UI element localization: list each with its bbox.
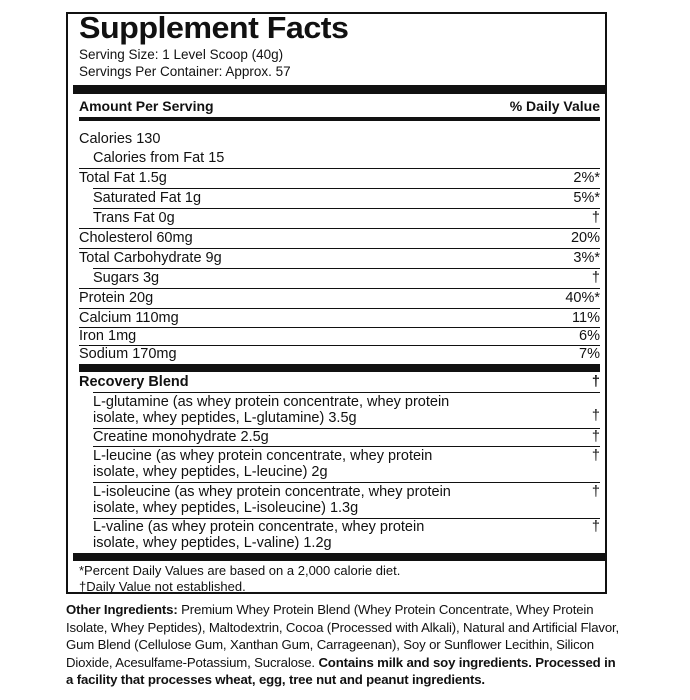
blend-header [79,373,600,391]
nutrient-dv: 2%* [573,170,600,186]
nutrient-row [79,229,600,247]
nutrient-label: Iron 1mg [79,328,137,344]
blend-item [93,448,600,482]
nutrient-row [79,327,600,345]
nutrient-label: Saturated Fat 1g [93,190,202,206]
nutrient-label: Trans Fat 0g [93,210,175,226]
row-divider [93,482,600,483]
daily-value-label: % Daily Value [509,98,600,114]
nutrient-row [79,269,600,287]
blend-item-dv: † [591,429,600,445]
blend-item-label: L-valine (as whey protein concentrate, whey protein isolate, whey peptides, L-valine) 1.2g [93,519,425,551]
footnote-daily-values: *Percent Daily Values are based on a 2,000 calorie diet. [79,563,401,578]
blend-item-dv: † [591,519,600,535]
blend-item [93,519,600,553]
nutrient-dv: 3%* [573,250,600,266]
row-divider [93,446,600,447]
blend-item-dv: † [591,408,600,424]
nutrient-dv: † [591,270,600,286]
nutrient-row [79,130,600,148]
blend-item [93,429,600,446]
nutrient-row [79,345,600,363]
footnote-not-established: †Daily Value not established. [79,579,246,594]
nutrient-label: Calcium 110mg [79,310,179,326]
nutrient-dv: 5%* [573,190,600,206]
nutrient-label: Sugars 3g [93,270,160,286]
panel-title: Supplement Facts [79,10,349,45]
nutrient-row [79,169,600,187]
blend-item-label: Creatine monohydrate 2.5g [93,429,269,445]
nutrient-row [79,149,600,167]
nutrient-label: Cholesterol 60mg [79,230,193,246]
nutrient-row [79,249,600,267]
ingredients-text: Premium Whey Protein Blend (Whey Protein Concentrate, Whey Protein Isolate, Whey Peptides), Maltodextrin, Cocoa (Processed with Alkali), Natural and Artificial Flavor, Gum Blend (Cellulose Gum, Xanthan Gum, Carrageenan), Soy or Sunflower Lecithin, Silicon Dioxide, Acesulfame-Potassium, Sucralose. [66,602,620,670]
thick-divider [73,85,606,94]
nutrient-row [79,289,600,307]
servings-per-container: Servings Per Container: Approx. 57 [79,64,291,79]
allergen-statement: Contains milk and soy ingredients. Processed in a facility that processes wheat, egg, tree nut and peanut ingredients. [66,654,616,687]
header-divider [79,117,600,121]
column-header [79,97,600,115]
row-divider [93,392,600,393]
other-ingredients [66,601,626,689]
nutrient-label: Protein 20g [79,290,154,306]
blend-item-dv: † [591,448,600,464]
nutrient-label: Total Carbohydrate 9g [79,250,222,266]
nutrient-label: Sodium 170mg [79,346,177,362]
nutrient-label: Calories from Fat 15 [93,150,225,166]
thick-divider [73,553,606,561]
nutrient-dv: 7% [579,346,600,362]
blend-item [93,484,600,518]
nutrient-row [79,209,600,227]
nutrient-row [79,309,600,327]
nutrient-dv: 40%* [565,290,600,306]
blend-item-label: L-leucine (as whey protein concentrate, whey protein isolate, whey peptides, L-leucine) 2g [93,448,433,480]
thick-divider [79,364,600,372]
nutrient-dv: 20% [570,230,600,246]
blend-item-dv: † [591,484,600,500]
nutrient-label: Calories 130 [79,131,161,147]
nutrient-dv: 6% [579,328,600,344]
serving-size: Serving Size: 1 Level Scoop (40g) [79,47,284,62]
nutrient-label: Total Fat 1.5g [79,170,167,186]
blend-item [93,394,600,428]
blend-item-label: L-glutamine (as whey protein concentrate, whey protein isolate, whey peptides, L-glutamine) 3.5g [93,394,450,426]
nutrient-dv: 11% [572,310,600,326]
blend-item-label: L-isoleucine (as whey protein concentrate, whey protein isolate, whey peptides, L-isoleucine) 1.3g [93,484,451,516]
nutrient-dv: † [591,210,600,226]
ingredients-label: Other Ingredients: [66,602,178,617]
blend-dv: † [591,374,600,390]
nutrient-row [79,189,600,207]
blend-title: Recovery Blend [79,374,189,390]
amount-per-serving-label: Amount Per Serving [79,98,214,114]
